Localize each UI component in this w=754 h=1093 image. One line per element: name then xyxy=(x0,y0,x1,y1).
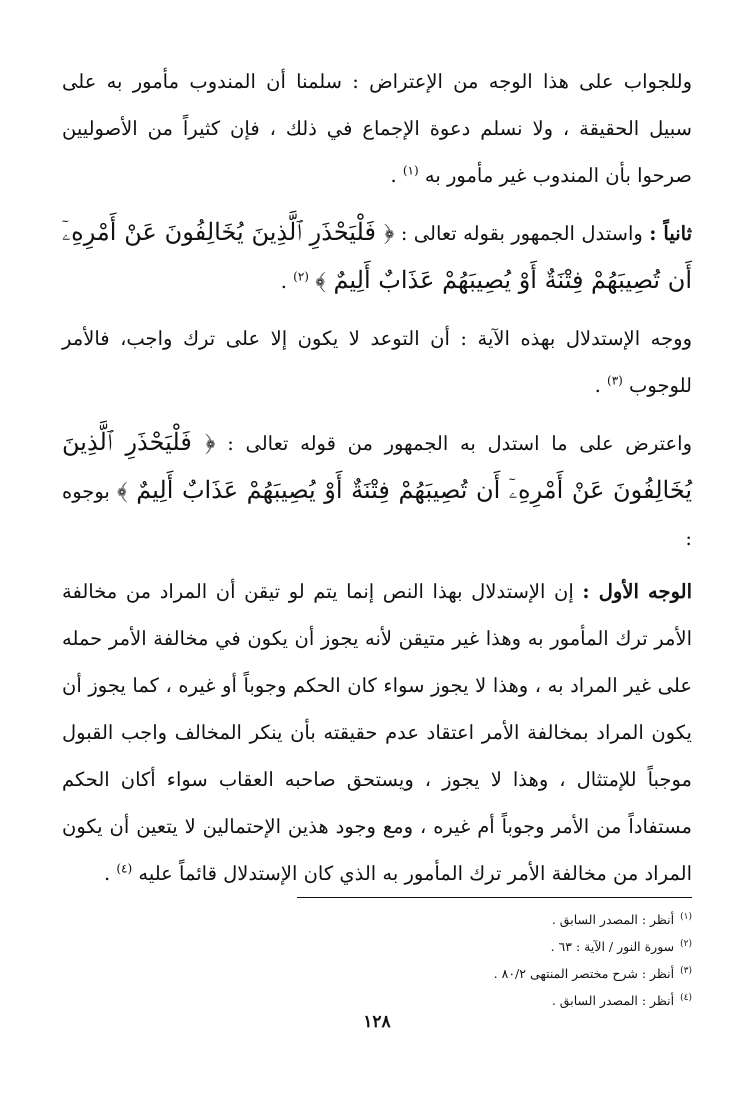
paragraph-inference xyxy=(62,315,692,409)
footnote-text: أنظر : المصدر السابق . xyxy=(551,993,675,1008)
sentence-end: . xyxy=(103,862,111,885)
paragraph-tail: بوجوه : xyxy=(62,480,692,550)
paragraph-second-argument xyxy=(62,209,692,305)
footnote-item xyxy=(62,960,692,987)
paragraph-text: ووجه الإستدلال بهذه الآية : أن التوعد لا يكون إلا على ترك واجب، فالأمر للوجوب xyxy=(62,327,692,397)
paragraph-text: واستدل الجمهور بقوله تعالى : xyxy=(400,222,643,245)
footnote-text: سورة النور / الآية : ٦٣ . xyxy=(550,939,675,954)
footnote-ref-4[interactable]: (٤) xyxy=(116,861,133,876)
footnote-item xyxy=(62,933,692,960)
page-number: ١٢٨ xyxy=(363,1012,391,1032)
page-body xyxy=(62,58,692,897)
paragraph-text: إن الإستدلال بهذا النص إنما يتم لو تيقن أن المراد من مخالفة الأمر ترك المأمور به وهذا غير متيقن لأنه يجوز أن يكون في مخالفة الأمر حمله على غير المراد به ، وهذا لا يجوز سواء كان الحكم وجوباً أو غيره ، كما يجوز أن يكون المراد بمخالفة الأمر اعتقاد عدم حقيقته بأن ينكر المخالف واجب القبول موجباً للإمتثال ، وهذا لا يجوز ، ويستحق صاحبه العقاب سواء أكان الحكم مستفاداً من الأمر وجوباً أم غيره ، ومع وجود هذين الإحتمالين لا يتعين أن يكون المراد من مخالفة الأمر ترك المأمور به الذي كان الإستدلال قائماً عليه xyxy=(62,580,692,885)
quran-verse: ﴿ فَلْيَحْذَرِ ٱلَّذِينَ يُخَالِفُونَ عَنْ أَمْرِهِۦٓ أَن تُصِيبَهُمْ فِتْنَةٌ أَوْ يُصِيبَهُمْ عَذَابٌ أَلِيمٌ ﴾ xyxy=(62,218,692,294)
paragraph-first-aspect xyxy=(62,568,692,897)
section-lead: ثانياً : xyxy=(649,222,693,245)
footnote-mark: (١) xyxy=(680,911,692,922)
footnote-item xyxy=(62,987,692,1014)
section-lead: الوجه الأول : xyxy=(582,580,693,603)
footnote-ref-3[interactable]: (٣) xyxy=(607,373,623,388)
sentence-end: . xyxy=(594,374,601,397)
footnotes xyxy=(62,906,692,1014)
footnote-mark: (٢) xyxy=(680,938,692,949)
footnote-divider xyxy=(297,897,692,898)
paragraph-text: وللجواب على هذا الوجه من الإعتراض : سلمنا أن المندوب مأمور به على سبيل الحقيقة ، ولا نسلم دعوة الإجماع في ذلك ، فإن كثيراً من الأصوليين صرحوا بأن المندوب غير مأمور به xyxy=(62,70,692,187)
sentence-end: . xyxy=(280,270,287,293)
footnote-ref-1[interactable]: (١) xyxy=(402,163,419,178)
footnote-ref-2[interactable]: (٢) xyxy=(293,269,309,284)
footnote-item xyxy=(62,906,692,933)
footnote-mark: (٤) xyxy=(680,992,692,1003)
paragraph-reply xyxy=(62,58,692,199)
footnote-text: أنظر : شرح مختصر المنتهى ٨٠/٢ . xyxy=(493,966,675,981)
paragraph-text: واعترض على ما استدل به الجمهور من قوله تعالى : xyxy=(227,432,692,455)
footnote-mark: (٣) xyxy=(680,965,692,976)
paragraph-objection xyxy=(62,419,692,562)
sentence-end: . xyxy=(390,164,397,187)
footnote-text: أنظر : المصدر السابق . xyxy=(551,912,675,927)
quran-verse: ﴿ فَلْيَحْذَرِ ٱلَّذِينَ يُخَالِفُونَ عَنْ أَمْرِهِۦٓ أَن تُصِيبَهُمْ فِتْنَةٌ أَوْ يُصِيبَهُمْ عَذَابٌ أَلِيمٌ ﴾ xyxy=(62,428,692,504)
